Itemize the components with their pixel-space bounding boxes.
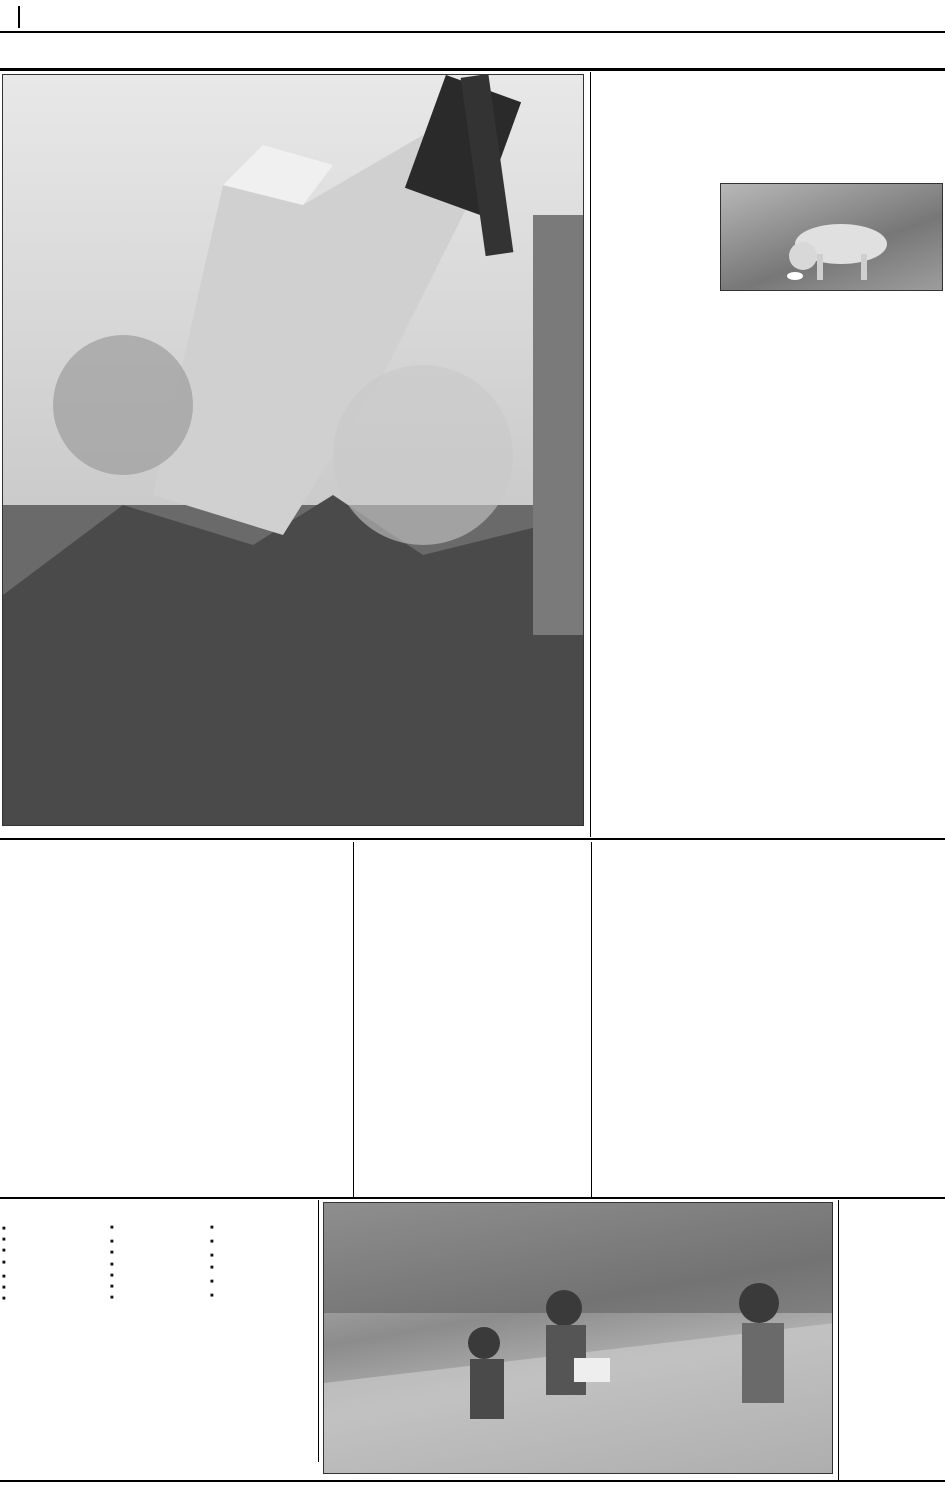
aids-col2 [118, 945, 228, 1193]
wassup-col2 [110, 1220, 206, 1462]
dog-photo-art [721, 184, 943, 291]
wassup-event [210, 1236, 314, 1247]
wassup-event [210, 1262, 314, 1273]
header-rule [0, 31, 945, 33]
page-number-rule [18, 6, 20, 28]
row-rule [0, 838, 945, 840]
stray-dog-col1 [598, 183, 714, 837]
column-rule [838, 1200, 839, 1480]
wassup-event [110, 1259, 206, 1270]
wassup-event [110, 1292, 206, 1303]
wassup-event [210, 1290, 314, 1301]
masthead [2, 4, 562, 30]
wassup-event [2, 1282, 106, 1293]
wassup-event [2, 1245, 106, 1256]
wassup-col3 [210, 1220, 314, 1462]
wassup-col1 [2, 1220, 106, 1462]
row-rule [0, 1197, 945, 1199]
aids-col1 [2, 945, 112, 1193]
lottery-col1 [598, 897, 710, 1193]
wassup-event [2, 1257, 106, 1268]
demolition-photo-art [3, 75, 584, 826]
wassup-event [210, 1276, 314, 1287]
wassup-event [110, 1281, 206, 1292]
aids-col3 [233, 945, 345, 1193]
section-rule [0, 68, 945, 71]
patnaik-col2 [476, 920, 586, 1192]
stray-dog-col3 [835, 295, 943, 837]
wassup-event [110, 1247, 206, 1258]
wassup-event [2, 1293, 106, 1304]
children-photo [323, 1202, 833, 1474]
column-rule [318, 1200, 319, 1462]
wassup-event [210, 1222, 314, 1233]
lottery-col3 [835, 897, 943, 1193]
wassup-event [110, 1270, 206, 1281]
column-rule [590, 72, 591, 837]
patnaik-col1 [362, 920, 470, 1192]
lottery-col2 [717, 897, 829, 1193]
stray-dog-col2 [720, 295, 830, 837]
column-rule [353, 842, 354, 1197]
column-rule [591, 842, 592, 1197]
wassup-event [110, 1222, 206, 1233]
wassup-event [2, 1271, 106, 1282]
wassup-event [210, 1250, 314, 1261]
youth-body [843, 1275, 943, 1480]
wassup-event [2, 1234, 106, 1245]
wassup-event [110, 1236, 206, 1247]
wassup-event [2, 1223, 106, 1234]
children-photo-art [324, 1203, 833, 1474]
dog-photo [720, 183, 943, 291]
demolition-photo [2, 74, 584, 826]
row-rule [0, 1480, 945, 1482]
